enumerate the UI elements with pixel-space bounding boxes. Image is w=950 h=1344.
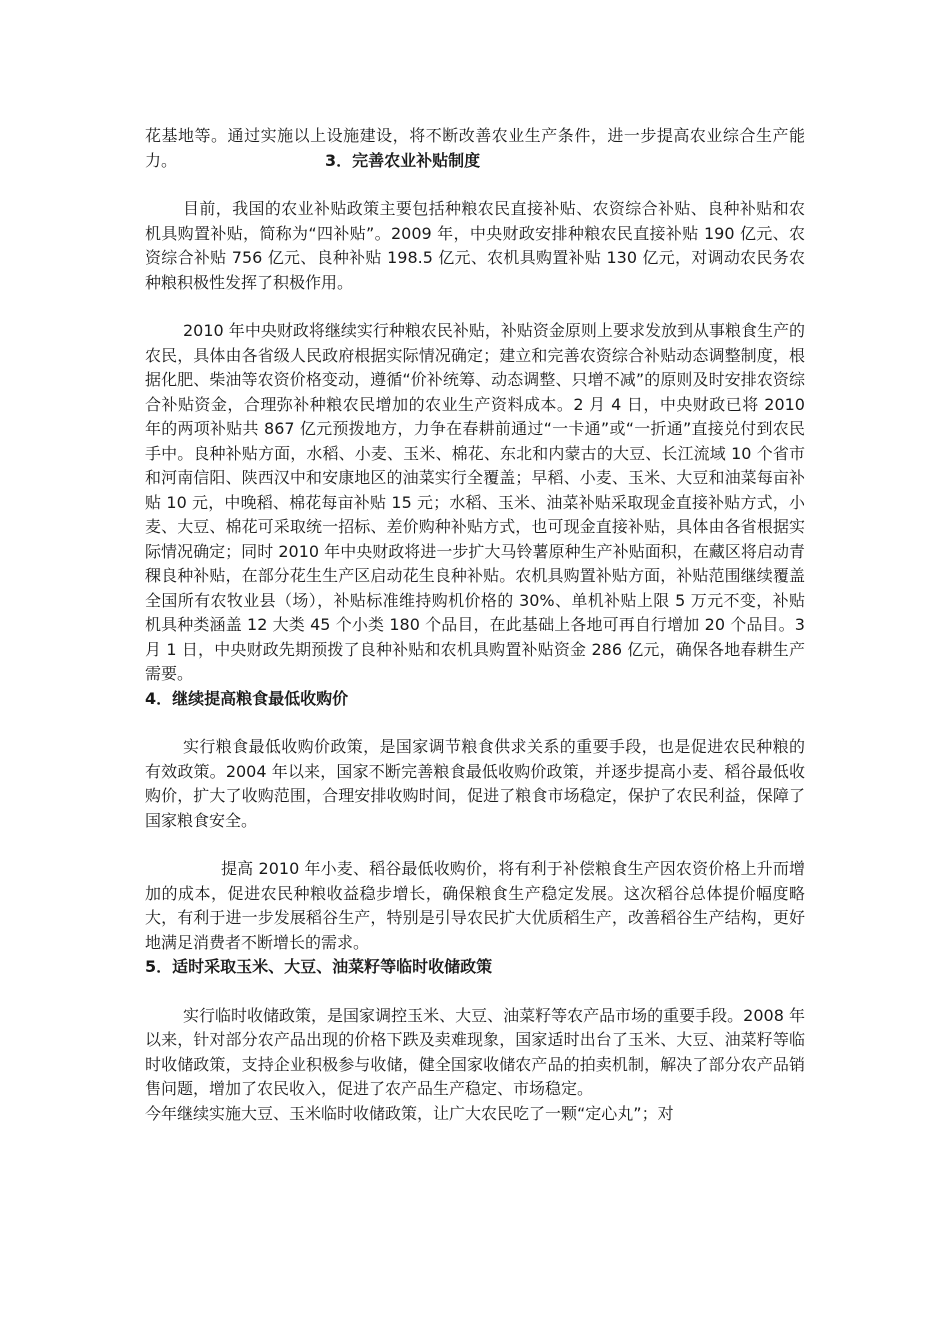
section-heading-3: 3．完善农业补贴制度	[325, 150, 481, 170]
section-heading-4: 4．继续提高粮食最低收购价	[145, 688, 349, 708]
paragraph-raise-price-2010: 提高 2010 年小麦、稻谷最低收购价，将有利于补偿粮食生产因农资价格上升而增加的成本，促进农民种粮收益稳步增长，确保粮食生产稳定发展。这次稻谷总体提价幅度略大，有利于进一步发展稻谷生产，特别是引导农民扩大优质稻生产，改善稻谷生产结构，更好地满足消费者不断增长的需求。	[145, 859, 805, 952]
paragraph-gap	[145, 833, 805, 857]
paragraph-four-subsidies: 目前，我国的农业补贴政策主要包括种粮农民直接补贴、农资综合补贴、良种补贴和农机具购置补贴，简称为“四补贴”。2009 年，中央财政安排种粮农民直接补贴 190 亿元、农资综合补贴 756 亿元、良种补贴 198.5 亿元、农机具购置补贴 130 亿元，对调动农民务农种粮积极性发挥了积极作用。	[145, 199, 805, 292]
intro-paragraph	[145, 124, 805, 173]
paragraph-this-year: 今年继续实施大豆、玉米临时收储政策，让广大农民吃了一颗“定心丸”；对	[145, 1103, 674, 1123]
paragraph-gap	[145, 711, 805, 735]
intro-text: 花基地等。通过实施以上设施建设，将不断改善农业生产条件，进一步提高农业综合生产能力。	[145, 126, 805, 170]
paragraph-temporary-storage: 实行临时收储政策，是国家调控玉米、大豆、油菜籽等农产品市场的重要手段。2008 年以来，针对部分农产品出现的价格下跌及卖难现象，国家适时出台了玉米、大豆、油菜籽等临时收储政策，支持企业积极参与收储，健全国家收储农产品的拍卖机制，解决了部分农产品销售问题，增加了农民收入，促进了农产品生产稳定、市场稳定。	[145, 1005, 805, 1098]
paragraph-2010-subsidies: 2010 年中央财政将继续实行种粮农民补贴，补贴资金原则上要求发放到从事粮食生产的农民，具体由各省级人民政府根据实际情况确定；建立和完善农资综合补贴动态调整制度，根据化肥、柴油等农资价格变动，遵循“价补统筹、动态调整、只增不减”的原则及时安排农资综合补贴资金，合理弥补种粮农民增加的农业生产资料成本。2 月 4 日，中央财政已将 2010 年的两项补贴共 867 亿元预拨地方，力争在春耕前通过“一卡通”或“一折通”直接兑付到农民手中。良种补贴方面，水稻、小麦、玉米、棉花、东北和内蒙古的大豆、长江流域 10 个省市和河南信阳、陕西汉中和安康地区的油菜实行全覆盖；早稻、小麦、玉米、大豆和油菜每亩补贴 10 元，中晚稻、棉花每亩补贴 15 元；水稻、玉米、油菜补贴采取现金直接补贴方式，小麦、大豆、棉花可采取统一招标、差价购种补贴方式，也可现金直接补贴，具体由各省根据实际情况确定；同时 2010 年中央财政将进一步扩大马铃薯原种生产补贴面积，在藏区将启动青稞良种补贴，在部分花生生产区启动花生良种补贴。农机具购置补贴方面，补贴范围继续覆盖全国所有农牧业县（场），补贴标准维持购机价格的 30%、单机补贴上限 5 万元不变，补贴机具种类涵盖 12 大类 45 个小类 180 个品目，在此基础上各地可再自行增加 20 个品目。3 月 1 日，中央财政先期预拨了良种补贴和农机具购置补贴资金 286 亿元，确保各地春耕生产需要。	[145, 321, 805, 683]
paragraph-min-purchase-price: 实行粮食最低收购价政策，是国家调节粮食供求关系的重要手段，也是促进农民种粮的有效政策。2004 年以来，国家不断完善粮食最低收购价政策，并逐步提高小麦、稻谷最低收购价，扩大了收购范围，合理安排收购时间，促进了粮食市场稳定，保护了农民利益，保障了国家粮食安全。	[145, 737, 805, 830]
paragraph-gap	[145, 295, 805, 319]
paragraph-gap	[145, 173, 805, 197]
paragraph-gap	[145, 980, 805, 1004]
document-page	[145, 124, 805, 1126]
section-heading-5: 5．适时采取玉米、大豆、油菜籽等临时收储政策	[145, 957, 493, 976]
